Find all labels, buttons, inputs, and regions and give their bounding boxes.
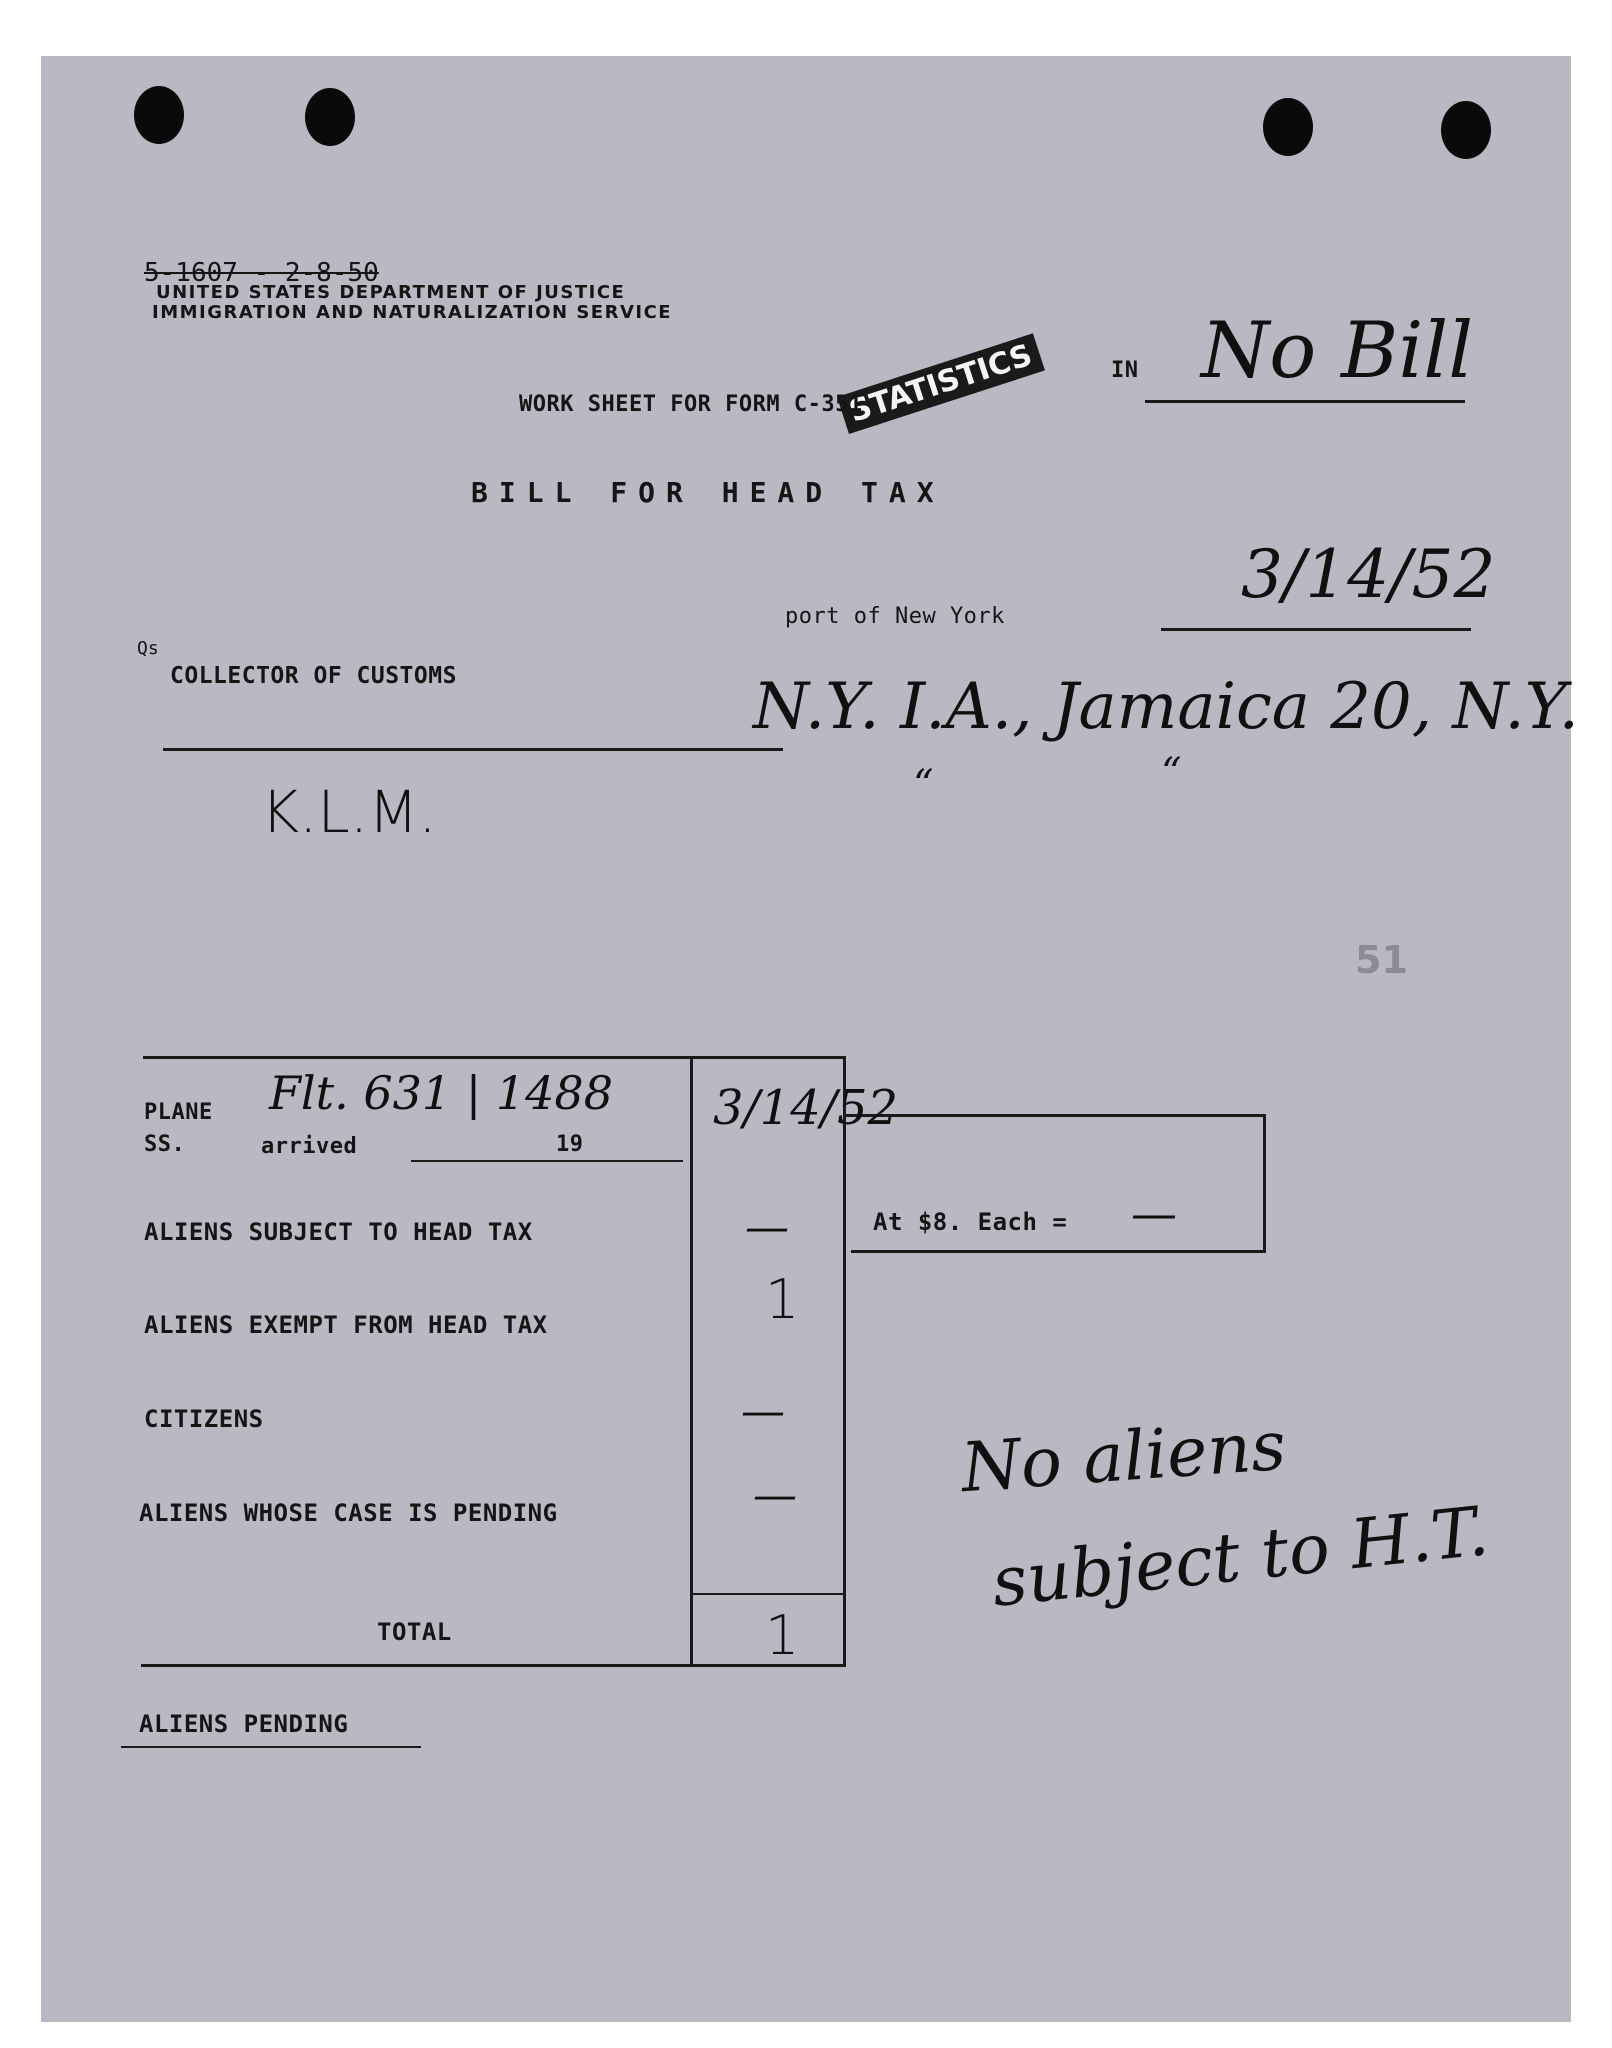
document-sheet: [41, 56, 1579, 2022]
page-number: 51: [1355, 938, 1408, 982]
year-prefix: 19: [556, 1132, 584, 1157]
aliens-pending-underline: [121, 1746, 421, 1748]
collector-underline: [163, 748, 783, 751]
punch-hole-icon: [1441, 101, 1491, 159]
note-line-2: subject to H.T.: [988, 1492, 1493, 1623]
row-label-citizens: CITIZENS: [144, 1405, 264, 1433]
ditto-mark-2: “: [1161, 750, 1182, 796]
total-separator: [693, 1593, 843, 1595]
row-label-pending: ALIENS WHOSE CASE IS PENDING: [139, 1499, 558, 1527]
form-code: 5-1607 - 2-8-50: [144, 258, 379, 288]
punch-hole-icon: [1263, 98, 1313, 156]
ss-label: SS.: [144, 1132, 186, 1157]
port-value: N.Y. I.A., Jamaica 20, N.Y.: [753, 670, 1579, 744]
rate-box-top: [846, 1114, 1266, 1117]
collector-label: COLLECTOR OF CUSTOMS: [170, 663, 457, 689]
bill-title: BILL FOR HEAD TAX: [471, 476, 945, 509]
row-value-subject-to-tax: —: [745, 1202, 789, 1253]
row-value-exempt: 1: [765, 1268, 800, 1331]
total-value: 1: [765, 1604, 800, 1667]
punch-hole-icon: [305, 88, 355, 146]
table-bottom-border: [141, 1664, 846, 1667]
row-label-subject-to-tax: ALIENS SUBJECT TO HEAD TAX: [144, 1218, 533, 1246]
in-value: No Bill: [1201, 306, 1474, 396]
table-divider-1: [690, 1056, 693, 1667]
worksheet-title: WORK SHEET FOR FORM C-351: [519, 392, 863, 417]
date-underline: [1161, 628, 1471, 631]
arrival-date: 3/14/52: [713, 1080, 899, 1136]
statistics-stamp: STATISTICS: [837, 333, 1045, 434]
in-label: IN: [1111, 358, 1139, 383]
rate-box-bottom: [851, 1250, 1266, 1253]
row-value-pending: —: [753, 1470, 797, 1521]
rate-label: At $8. Each =: [873, 1208, 1068, 1236]
aliens-pending-label: ALIENS PENDING: [139, 1710, 349, 1738]
total-label: TOTAL: [377, 1618, 452, 1646]
ditto-mark-1: “: [913, 762, 934, 808]
punch-hole-icon: [134, 86, 184, 144]
agency-line-1: UNITED STATES DEPARTMENT OF JUSTICE: [156, 282, 626, 303]
bill-date: 3/14/52: [1241, 536, 1496, 613]
table-top-border: [143, 1056, 843, 1059]
rate-box-right: [1263, 1114, 1266, 1252]
arrived-underline: [411, 1160, 683, 1162]
note-line-1: No aliens: [958, 1406, 1289, 1509]
rate-value: —: [1131, 1186, 1177, 1240]
collector-prefix: Qs: [137, 638, 159, 659]
plane-label: PLANE: [144, 1100, 213, 1125]
table-divider-2: [843, 1056, 846, 1667]
agency-line-2: IMMIGRATION AND NATURALIZATION SERVICE: [152, 302, 673, 323]
row-label-exempt: ALIENS EXEMPT FROM HEAD TAX: [144, 1311, 548, 1339]
flight-value: Flt. 631 | 1488: [269, 1066, 613, 1120]
carrier-name: K.L.M.: [261, 778, 437, 846]
port-label: port of New York: [785, 604, 1005, 629]
arrived-label: arrived: [261, 1134, 358, 1159]
in-underline: [1145, 400, 1465, 403]
row-value-citizens: —: [741, 1386, 785, 1437]
